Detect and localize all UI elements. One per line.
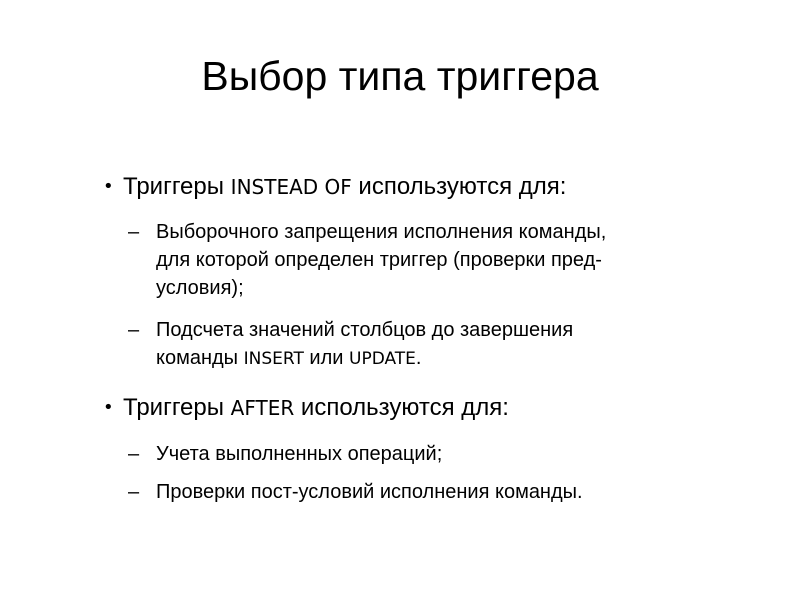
sub-item-line: Проверки пост-условий исполнения команды. [156, 481, 583, 503]
keyword-instead-of: INSTEAD OF [230, 175, 352, 199]
sub-item-line [156, 344, 768, 373]
sub-item-text [156, 440, 768, 468]
keyword-insert: INSERT [243, 349, 304, 369]
sub-item-line: Подсчета значений столбцов до завершения [156, 319, 574, 341]
sub-item-line: Выборочного запрещения исполнения команды, [156, 221, 607, 243]
sub-item-line: Учета выполненных операций; [156, 443, 443, 465]
line-mid: или [303, 347, 349, 369]
bullet-icon: • [103, 397, 114, 418]
sub-item-text [156, 316, 768, 373]
dash-icon: – [128, 319, 140, 341]
sub-item-line: условия); [156, 277, 244, 299]
dash-icon: – [128, 481, 140, 503]
dash-icon: – [128, 221, 140, 243]
bullet-text [123, 172, 566, 202]
bullet-prefix: Триггеры [123, 394, 231, 421]
sub-item-line: для которой определен триггер (проверки пред- [156, 249, 602, 271]
bullet-prefix: Триггеры [123, 173, 231, 200]
bullet-icon: • [103, 176, 114, 197]
slide-title: Выбор типа триггера [201, 53, 599, 99]
sub-item-text [156, 478, 768, 506]
keyword-update: UPDATE [349, 349, 416, 369]
dash-icon: – [128, 443, 140, 465]
sub-item-text [156, 218, 768, 302]
bullet-suffix: используются для: [351, 173, 567, 200]
bullet-text [123, 393, 509, 423]
line-prefix: команды [156, 347, 244, 369]
bullet-suffix: используются для: [294, 394, 509, 421]
keyword-after: AFTER [230, 396, 295, 420]
line-end: . [415, 347, 422, 369]
